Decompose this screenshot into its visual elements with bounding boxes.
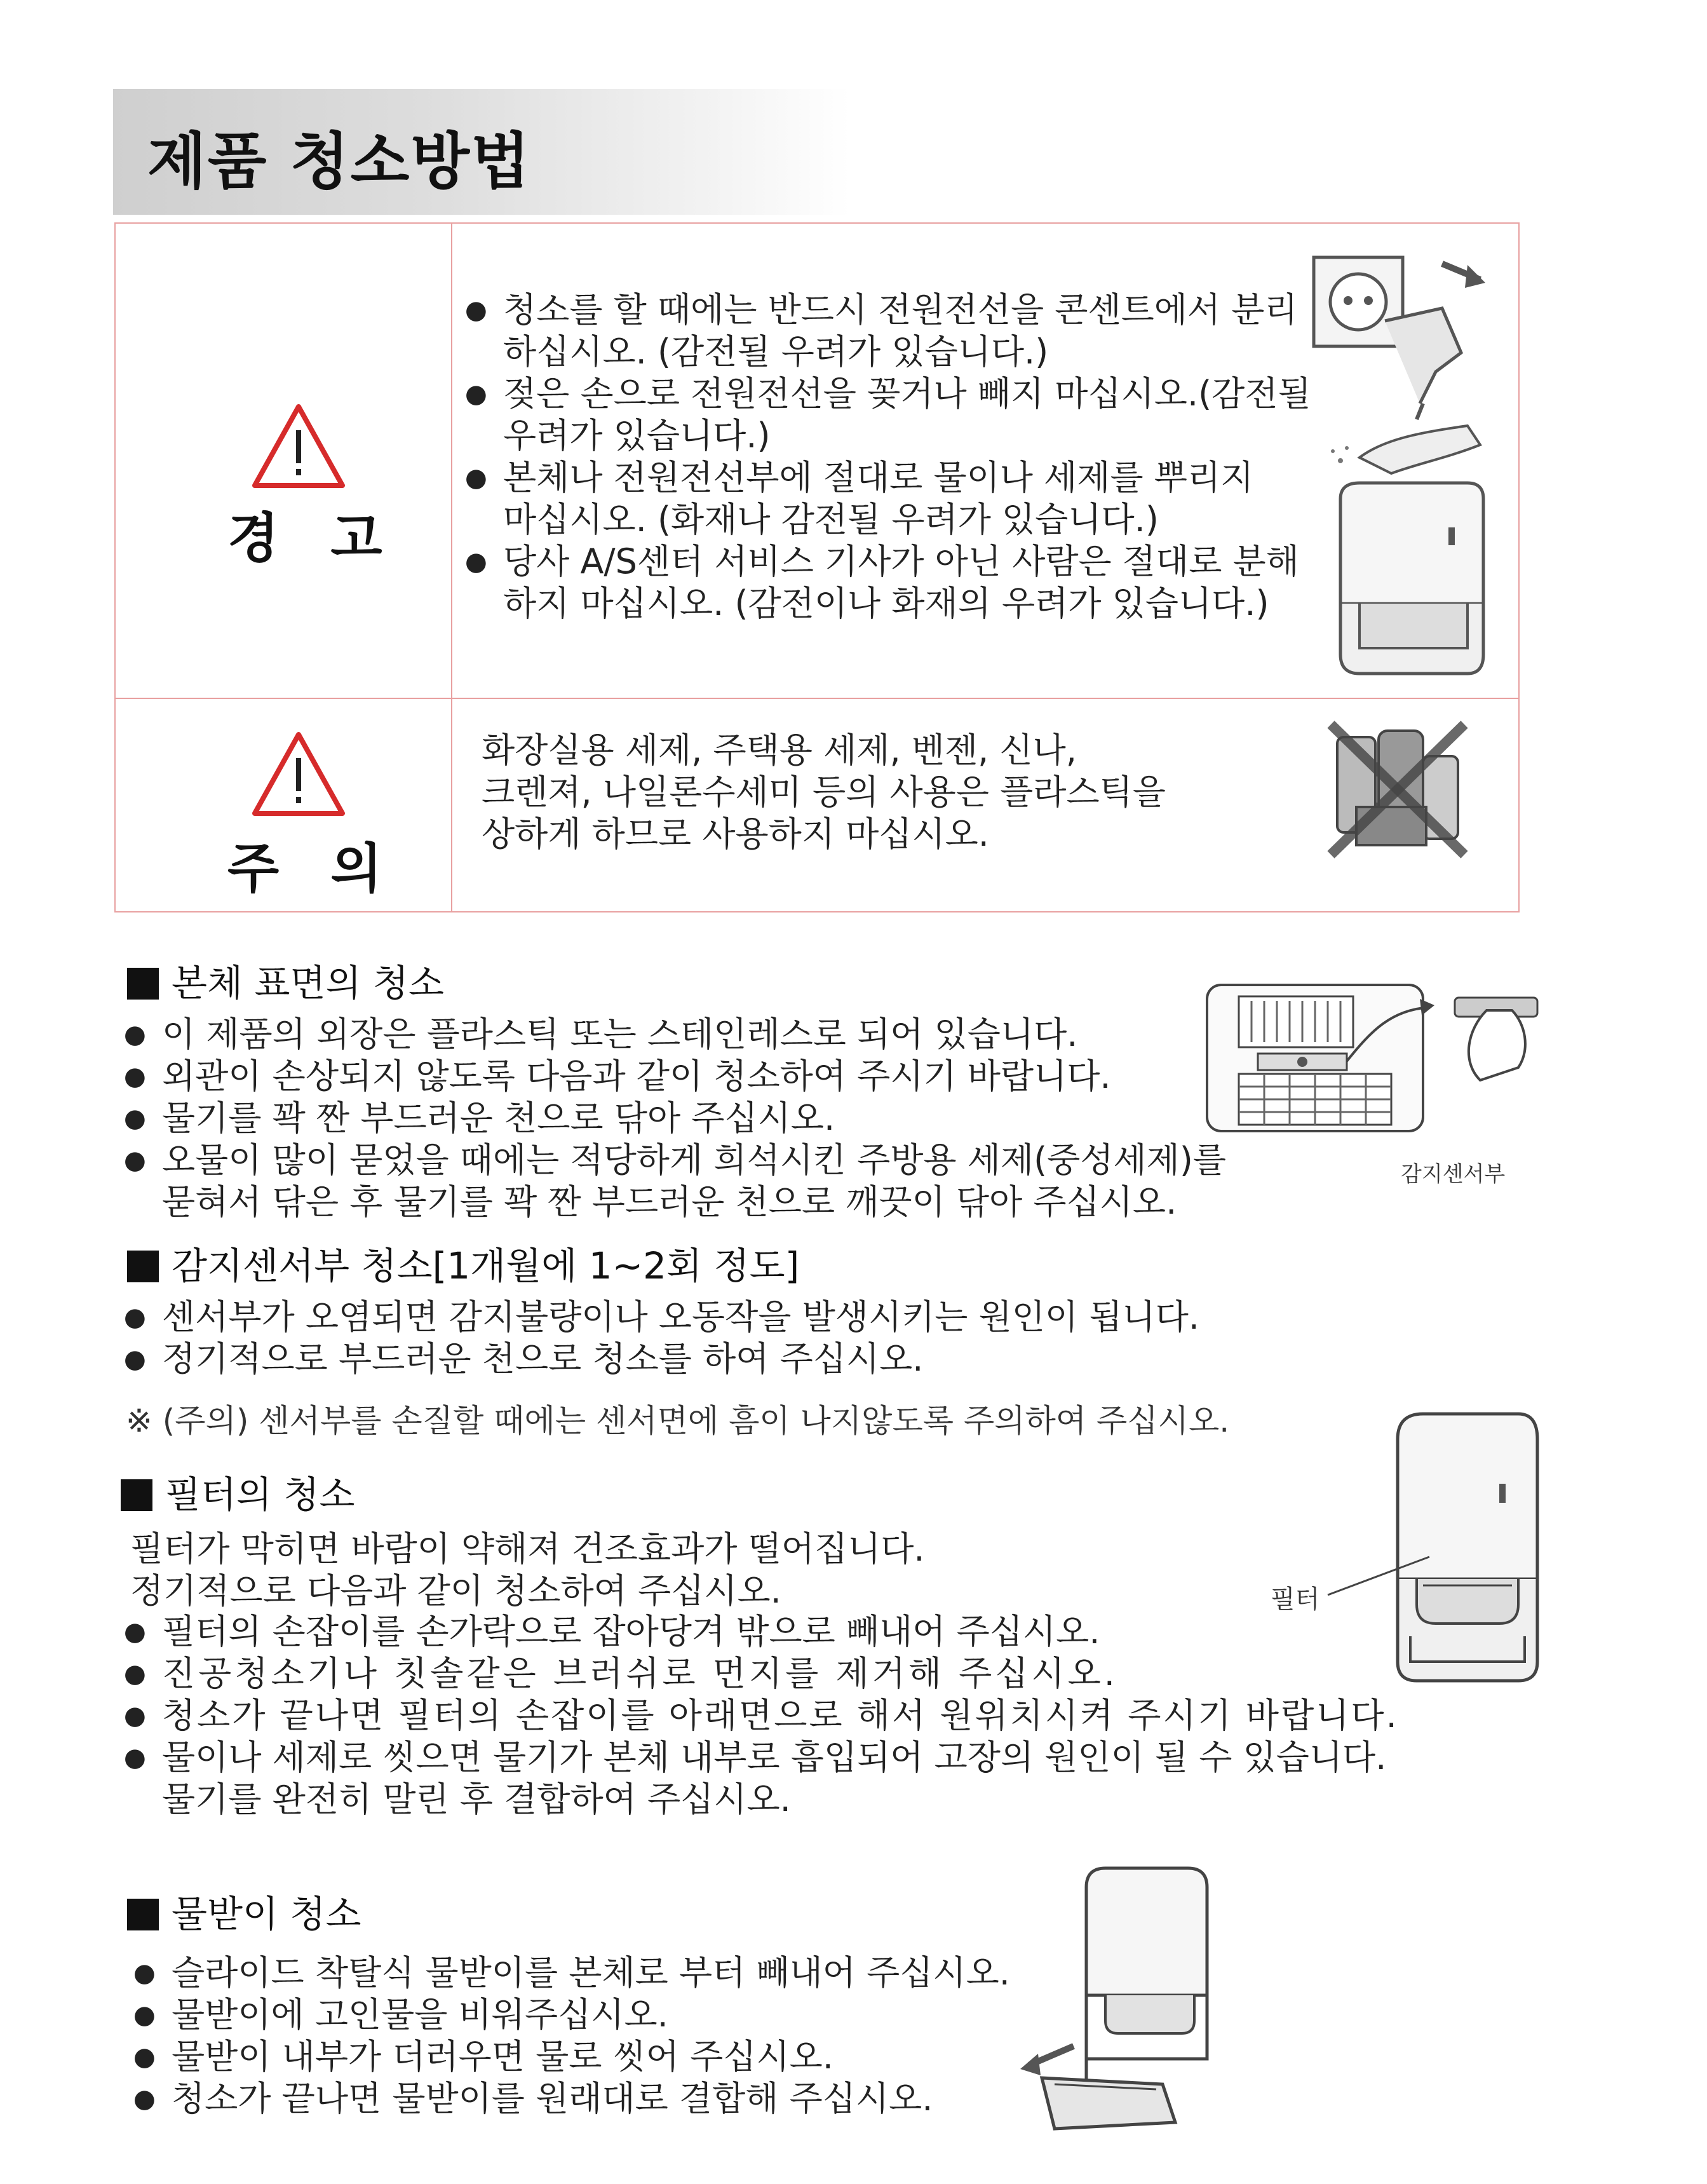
bullet-dot-icon: ●: [465, 295, 487, 325]
bullet-dot-icon: ●: [465, 463, 487, 492]
table-column-divider: [451, 222, 452, 912]
no-detergent-illustration: [1318, 712, 1477, 864]
warning-item-line: 젖은 손으로 전원전선을 꽂거나 빼지 마십시오.(감전될: [503, 374, 1311, 414]
list-item-text: 물받이 내부가 더러우면 물로 씻어 주십시오.: [172, 2037, 833, 2077]
list-item-text: 물기를 꽉 짠 부드러운 천으로 닦아 주십시오.: [162, 1098, 835, 1138]
bullet-dot-icon: ●: [124, 1020, 146, 1049]
bullet-dot-icon: ●: [124, 1303, 146, 1332]
bullet-dot-icon: ●: [133, 2000, 156, 2030]
bullet-dot-icon: ●: [124, 1146, 146, 1175]
list-item-text: 묻혀서 닦은 후 물기를 꽉 짠 부드러운 천으로 깨끗이 닦아 주십시오.: [162, 1182, 1177, 1222]
sensor-cleaning-illustration: [1201, 972, 1544, 1137]
list-item-text: 청소가 끝나면 필터의 손잡이를 아래면으로 해서 원위치시켜 주시기 바랍니다.: [162, 1695, 1399, 1735]
figure-label-filter: 필터: [1271, 1585, 1320, 1614]
warning-item-line: 하지 마십시오. (감전이나 화재의 우려가 있습니다.): [503, 583, 1269, 623]
drip-tray-illustration: [1016, 1855, 1226, 2148]
caution-text: [482, 729, 1244, 855]
section-heading-drip-tray: [127, 1884, 361, 1937]
list-item-text: 오물이 많이 묻었을 때에는 적당하게 희석시킨 주방용 세제(중성세제)를: [162, 1140, 1227, 1180]
list-item-text: 물받이에 고인물을 비워주십시오.: [172, 1995, 668, 2035]
bullet-dot-icon: ●: [465, 547, 487, 576]
square-bullet-icon: [127, 1251, 159, 1282]
filter-intro: [130, 1528, 925, 1612]
square-bullet-icon: [127, 1899, 159, 1930]
list-item-text: 슬라이드 착탈식 물받이를 본체로 부터 빼내어 주십시오.: [172, 1953, 1010, 1993]
list-item-text: 이 제품의 외장은 플라스틱 또는 스테인레스로 되어 있습니다.: [162, 1014, 1078, 1054]
unplug-illustration: [1309, 245, 1499, 423]
page-title: 제품 청소방법: [147, 126, 531, 197]
warning-list: [465, 289, 1311, 632]
caution-triangle-icon: [251, 729, 346, 818]
sensor-note: ※ (주의) 센서부를 손질할 때에는 센서면에 흠이 나지않도록 주의하여 주십시오.: [126, 1402, 1230, 1439]
caution-line: 크렌져, 나일론수세미 등의 사용은 플라스틱을: [482, 772, 1166, 812]
warning-item-line: 마십시오. (화재나 감전될 우려가 있습니다.): [503, 499, 1159, 539]
bullet-dot-icon: ●: [124, 1743, 146, 1772]
bullet-dot-icon: ●: [133, 2042, 156, 2072]
caution-line: 상하게 하므로 사용하지 마십시오.: [482, 814, 989, 854]
list-item-text: 정기적으로 부드러운 천으로 청소를 하여 주십시오.: [162, 1339, 924, 1379]
list-item-text: 외관이 손상되지 않도록 다음과 같이 청소하여 주시기 바랍니다.: [162, 1056, 1111, 1096]
warning-item-line: 당사 A/S센터 서비스 기사가 아닌 사람은 절대로 분해: [503, 541, 1299, 581]
section-heading-text: 물받이 청소: [172, 1892, 361, 1936]
list-item-text: 청소가 끝나면 물받이를 원래대로 결합해 주십시오.: [172, 2079, 933, 2119]
warning-item-line: 우려가 있습니다.): [503, 416, 771, 456]
section-heading-body-surface: [127, 953, 444, 1007]
caution-label: 주 의: [227, 838, 399, 900]
bullet-dot-icon: ●: [124, 1062, 146, 1091]
list-item-text: 진공청소기나 칫솔같은 브러쉬로 먼지를 제거해 주십시오.: [162, 1653, 1118, 1693]
square-bullet-icon: [121, 1479, 152, 1511]
section-heading-sensor: [127, 1236, 799, 1289]
square-bullet-icon: [127, 968, 159, 1000]
warning-item-line: 본체나 전원전선부에 절대로 물이나 세제를 뿌리지: [503, 458, 1254, 498]
warning-label: 경 고: [227, 507, 399, 569]
list-item-text: 물기를 완전히 말린 후 결합하여 주십시오.: [162, 1779, 791, 1819]
bullet-dot-icon: ●: [124, 1104, 146, 1133]
warning-item-line: 청소를 할 때에는 반드시 전원전선을 콘센트에서 분리: [503, 290, 1298, 330]
caution-line: 화장실용 세제, 주택용 세제, 벤젠, 신나,: [482, 730, 1077, 770]
filter-intro-line: 정기적으로 다음과 같이 청소하여 주십시오.: [130, 1571, 781, 1611]
bullet-dot-icon: ●: [124, 1345, 146, 1374]
figure-label-sensor: 감지센서부: [1401, 1162, 1506, 1187]
section-heading-filter: [121, 1465, 355, 1518]
section-heading-text: 필터의 청소: [165, 1473, 355, 1516]
section-heading-text: 본체 표면의 청소: [172, 961, 445, 1005]
bullet-dot-icon: ●: [133, 2084, 156, 2113]
hand-dryer-water-illustration: [1321, 413, 1512, 686]
table-row-divider: [114, 698, 1520, 699]
section-heading-text: 감지센서부 청소[1개월에 1~2회 정도]: [172, 1244, 800, 1287]
filter-intro-line: 필터가 막히면 바람이 약해져 건조효과가 떨어집니다.: [130, 1529, 925, 1569]
list-item-text: 필터의 손잡이를 손가락으로 잡아당겨 밖으로 빼내어 주십시오.: [162, 1611, 1100, 1652]
bullet-dot-icon: ●: [124, 1701, 146, 1730]
warning-item-line: 하십시오. (감전될 우려가 있습니다.): [503, 332, 1049, 372]
list-item-text: 물이나 세제로 씻으면 물기가 본체 내부로 흡입되어 고장의 원인이 될 수 있습니다.: [162, 1737, 1387, 1777]
bullet-dot-icon: ●: [124, 1659, 146, 1688]
list-item-text: 센서부가 오염되면 감지불량이나 오동작을 발생시키는 원인이 됩니다.: [162, 1297, 1199, 1337]
warning-triangle-icon: [251, 402, 346, 491]
bullet-dot-icon: ●: [133, 1958, 156, 1988]
bullet-dot-icon: ●: [465, 379, 487, 409]
filter-pointer-line: [1321, 1550, 1436, 1601]
filter-dryer-illustration: [1385, 1395, 1550, 1693]
bullet-dot-icon: ●: [124, 1617, 146, 1646]
